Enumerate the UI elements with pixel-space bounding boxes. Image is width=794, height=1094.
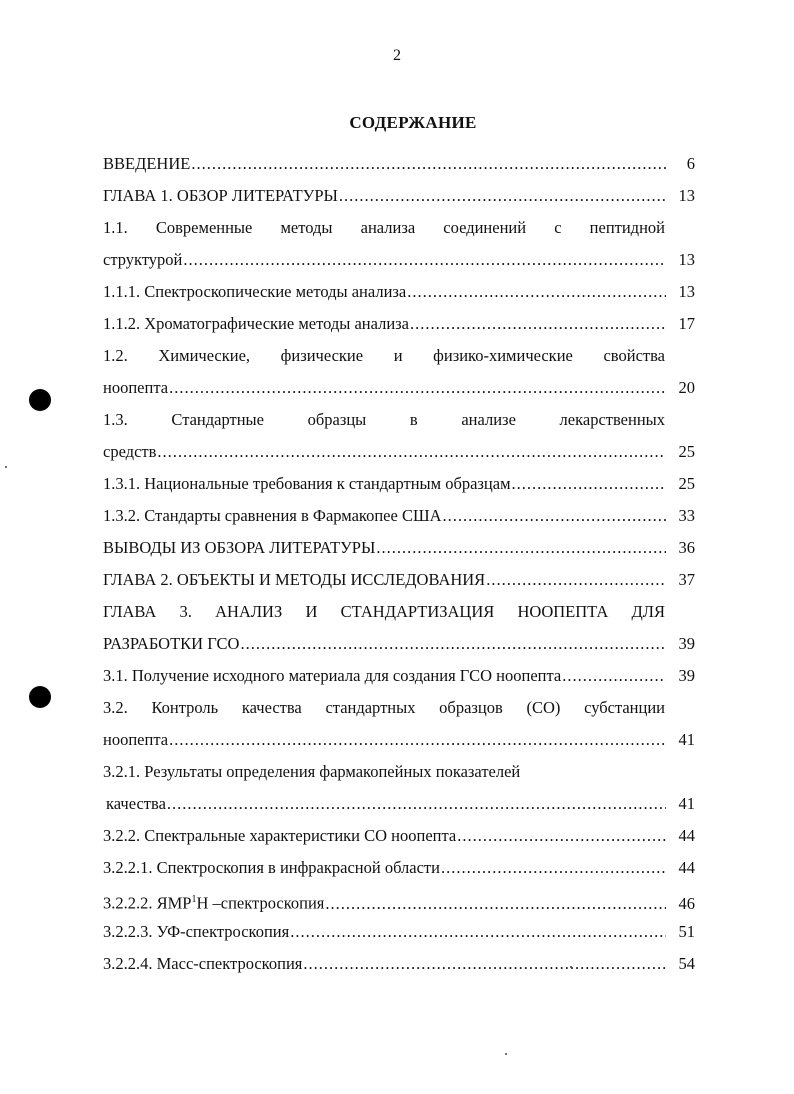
- scan-speck: [570, 966, 572, 968]
- toc-entry-page: 51: [678, 922, 695, 941]
- toc-entry-text: 3.2.2.3. УФ-спектроскопия: [103, 922, 290, 941]
- toc-entry-1-2-line1[interactable]: 1.2. Химические, физические и физико-химические свойства: [103, 346, 665, 365]
- dot-leader: [240, 628, 666, 660]
- toc-entry-1-1-line1[interactable]: 1.1. Современные методы анализа соединений с пептидной: [103, 218, 665, 237]
- toc-entry-introduction[interactable]: [103, 148, 695, 180]
- toc-entry-text: 1.1.2. Хроматографические методы анализа: [103, 314, 409, 333]
- dot-leader: [191, 148, 666, 180]
- toc-entry-1-3-1[interactable]: [103, 468, 695, 500]
- toc-entry-text: 3.2.2.1. Спектроскопия в инфракрасной области: [103, 858, 440, 877]
- toc-entry-text: средств: [103, 442, 157, 461]
- toc-entry-page: 37: [678, 570, 695, 589]
- toc-entry-chapter-3-line1[interactable]: ГЛАВА 3. АНАЛИЗ И СТАНДАРТИЗАЦИЯ НООПЕПТА ДЛЯ: [103, 602, 665, 621]
- scan-speck: [5, 466, 7, 468]
- dot-leader: [410, 308, 666, 340]
- toc-entry-chapter-3[interactable]: [103, 628, 695, 660]
- toc-entry-text: структурой: [103, 250, 183, 269]
- toc-entry-1-1[interactable]: [103, 244, 695, 276]
- toc-entry-3-2-1-line1[interactable]: 3.2.1. Результаты определения фармакопейных показателей: [103, 762, 521, 781]
- superscript-isotope: 1: [191, 894, 197, 905]
- dot-leader: [169, 372, 666, 404]
- toc-entry-text: 3.2.2.4. Масс-спектроскопия: [103, 954, 303, 973]
- toc-entry-page: 20: [678, 378, 695, 397]
- dot-leader: [376, 532, 666, 564]
- toc-entry-text: РАЗРАБОТКИ ГСО: [103, 634, 240, 653]
- toc-entry-page: 17: [678, 314, 695, 333]
- toc-entry-3-2-2-3[interactable]: [103, 916, 695, 948]
- toc-entry-3-2-1[interactable]: [103, 788, 695, 820]
- toc-entry-page: 44: [678, 826, 695, 845]
- dot-leader: [290, 916, 666, 948]
- toc-entry-text: 3.1. Получение исходного материала для создания ГСО ноопепта: [103, 666, 562, 685]
- toc-entry-3-2-2-1[interactable]: [103, 852, 695, 884]
- toc-entry-text-post: Н –спектроскопия: [196, 893, 325, 913]
- toc-entry-3-2-2-4[interactable]: [103, 948, 695, 980]
- toc-entry-text: ВЫВОДЫ ИЗ ОБЗОРА ЛИТЕРАТУРЫ: [103, 538, 376, 557]
- toc-entry-page: 46: [678, 893, 695, 913]
- dot-leader: [441, 852, 666, 884]
- toc-entry-text: 1.3.2. Стандарты сравнения в Фармакопее США: [103, 506, 442, 525]
- toc-entry-1-1-2[interactable]: [103, 308, 695, 340]
- dot-leader: [457, 820, 666, 852]
- toc-entry-1-3-2[interactable]: [103, 500, 695, 532]
- page-number: 2: [393, 47, 401, 64]
- toc-entry-page: 25: [678, 474, 695, 493]
- toc-entry-3-2-line1[interactable]: 3.2. Контроль качества стандартных образцов (СО) субстанции: [103, 698, 665, 717]
- dot-leader: [407, 276, 666, 308]
- dot-leader: [157, 436, 666, 468]
- toc-entry-1-3-line1[interactable]: 1.3. Стандартные образцы в анализе лекарственных: [103, 410, 665, 429]
- dot-leader: [325, 888, 666, 920]
- dot-leader: [562, 660, 666, 692]
- dot-leader: [167, 788, 666, 820]
- toc-entry-text: ГЛАВА 2. ОБЪЕКТЫ И МЕТОДЫ ИССЛЕДОВАНИЯ: [103, 570, 486, 589]
- toc-entry-page: 41: [678, 730, 695, 749]
- toc-entry-text: ноопепта: [103, 730, 169, 749]
- dot-leader: [339, 180, 666, 212]
- scan-speck: [505, 1053, 507, 1055]
- toc-entry-text: ГЛАВА 1. ОБЗОР ЛИТЕРАТУРЫ: [103, 186, 338, 205]
- dot-leader: [169, 724, 666, 756]
- dot-leader: [443, 500, 666, 532]
- toc-entry-chapter-1[interactable]: [103, 180, 695, 212]
- toc-entry-3-2-2-2[interactable]: [103, 884, 695, 916]
- toc-entry-text: качества: [106, 794, 166, 813]
- toc-title: СОДЕРЖАНИЕ: [349, 113, 477, 132]
- toc-entry-3-2-2[interactable]: [103, 820, 695, 852]
- toc-entry-text: ноопепта: [103, 378, 169, 397]
- dot-leader: [303, 948, 666, 980]
- toc-entry-text: [103, 884, 324, 920]
- toc-entry-text: 3.2.2. Спектральные характеристики СО ноопепта: [103, 826, 457, 845]
- toc-entry-page: 39: [678, 634, 695, 653]
- toc-entry-page: 39: [678, 666, 695, 685]
- toc-entry-page: 36: [678, 538, 695, 557]
- toc-entry-text: 1.3.1. Национальные требования к стандартным образцам: [103, 474, 511, 493]
- dot-leader: [486, 564, 666, 596]
- toc-entry-page: 13: [678, 250, 695, 269]
- toc-entry-text: 1.1.1. Спектроскопические методы анализа: [103, 282, 407, 301]
- toc-entry-page: 44: [678, 858, 695, 877]
- toc-entry-page: 13: [678, 282, 695, 301]
- toc-entry-page: 54: [678, 954, 695, 973]
- toc-entry-text-pre: 3.2.2.2. ЯМР: [103, 893, 192, 913]
- toc-entry-page: 33: [678, 506, 695, 525]
- toc-entry-text: ВВЕДЕНИЕ: [103, 154, 191, 173]
- binder-hole-mark: [29, 686, 51, 708]
- toc-entry-3-2[interactable]: [103, 724, 695, 756]
- toc-entry-page: 25: [678, 442, 695, 461]
- dot-leader: [183, 244, 666, 276]
- toc-entry-page: 41: [678, 794, 695, 813]
- toc-entry-1-3[interactable]: [103, 436, 695, 468]
- toc-entry-chapter-2[interactable]: [103, 564, 695, 596]
- dot-leader: [512, 468, 666, 500]
- toc-entry-1-1-1[interactable]: [103, 276, 695, 308]
- toc-entry-conclusions[interactable]: [103, 532, 695, 564]
- toc-entry-page: 6: [686, 154, 695, 173]
- toc-entry-1-2[interactable]: [103, 372, 695, 404]
- toc-entry-page: 13: [678, 186, 695, 205]
- toc-entry-3-1[interactable]: [103, 660, 695, 692]
- binder-hole-mark: [29, 389, 51, 411]
